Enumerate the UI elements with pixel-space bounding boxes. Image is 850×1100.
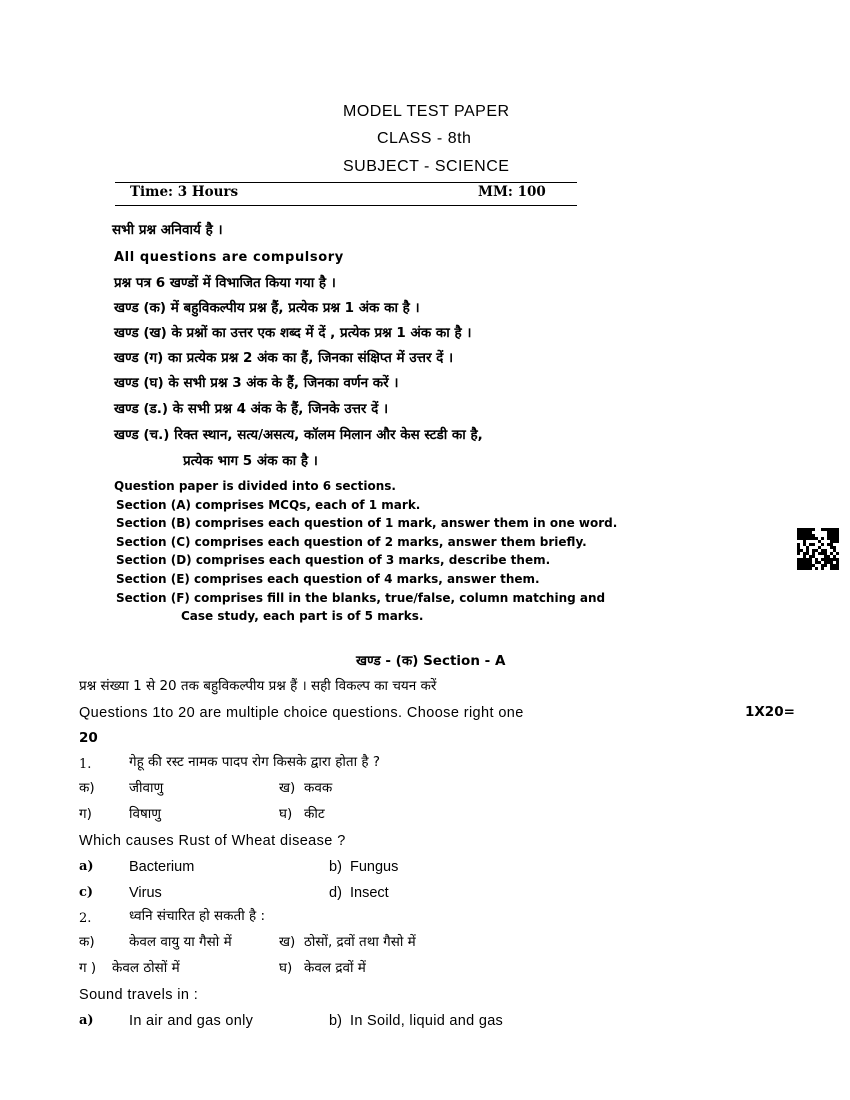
option-text: विषाणु — [129, 806, 162, 822]
option-text: केवल वायु या गैसो में — [129, 934, 232, 950]
instruction-en: Section (B) comprises each question of 1 mark, answer them in one word. — [116, 516, 618, 530]
section-heading: खण्ड - (क) Section - A — [356, 653, 506, 669]
option-label: a) — [79, 1013, 94, 1028]
option-text: Insect — [350, 885, 389, 901]
option-label: ख) — [279, 780, 296, 796]
instruction-hi: खण्ड (ख) के प्रश्नों का उत्तर एक शब्द में दें , प्रत्येक प्रश्न 1 अंक का है । — [114, 325, 472, 341]
instruction-en: Question paper is divided into 6 sections. — [114, 479, 396, 493]
option-text: ठोसों, द्रवों तथा गैसो में — [304, 934, 416, 950]
option-label: क) — [79, 780, 95, 796]
divider — [115, 205, 577, 206]
option-label: ग) — [79, 806, 92, 822]
instruction-hi: खण्ड (क) में बहुविकल्पीय प्रश्न हैं, प्रत्येक प्रश्न 1 अंक का है । — [114, 300, 420, 316]
option-label: d) — [329, 885, 342, 901]
option-label: a) — [79, 859, 94, 874]
max-marks: MM: 100 — [478, 184, 546, 200]
option-text: In Soild, liquid and gas — [350, 1013, 504, 1029]
option-label: घ) — [279, 960, 293, 976]
divider — [115, 182, 577, 183]
question-number: 1. — [79, 757, 92, 772]
instruction-hi: खण्ड (ड.) के सभी प्रश्न 4 अंक के हैं, जिनके उत्तर दें । — [114, 401, 389, 417]
class-label: CLASS - 8th — [377, 130, 472, 147]
subject-label: SUBJECT - SCIENCE — [343, 158, 510, 175]
option-text: कीट — [304, 806, 325, 822]
option-label: c) — [79, 885, 94, 900]
instruction-en: Section (E) comprises each question of 4 marks, answer them. — [116, 572, 540, 586]
instruction-hi: प्रश्न पत्र 6 खण्डों में विभाजित किया गया है । — [114, 275, 336, 291]
option-text: Virus — [129, 885, 162, 901]
option-text: In air and gas only — [129, 1013, 254, 1029]
instruction-hi: खण्ड (च.) रिक्त स्थान, सत्य/असत्य, कॉलम मिलान और केस स्टडी का है, — [114, 427, 483, 443]
instruction-hi: खण्ड (घ) के सभी प्रश्न 3 अंक के हैं, जिनका वर्णन करें । — [114, 375, 399, 391]
section-intro-hi: प्रश्न संख्या 1 से 20 तक बहुविकल्पीय प्रश्न हैं । सही विकल्प का चयन करें — [79, 678, 437, 694]
option-label: ख) — [279, 934, 296, 950]
time-label: Time: 3 Hours — [130, 184, 239, 200]
instruction-en: Section (F) comprises fill in the blanks, true/false, column matching and — [116, 591, 606, 605]
question-text-en: Sound travels in : — [79, 987, 199, 1003]
option-label: क) — [79, 934, 95, 950]
paper-title: MODEL TEST PAPER — [343, 103, 510, 120]
option-text: केवल ठोसों में — [112, 960, 180, 976]
option-label: घ) — [279, 806, 293, 822]
instruction-hi: प्रत्येक भाग 5 अंक का है । — [183, 453, 318, 469]
option-text: Fungus — [350, 859, 399, 875]
instruction-en: Section (D) comprises each question of 3 marks, describe them. — [116, 553, 551, 567]
instruction-en: Section (C) comprises each question of 2 marks, answer them briefly. — [116, 535, 587, 549]
section-marks: 1X20= — [745, 704, 795, 720]
question-text-en: Which causes Rust of Wheat disease ? — [79, 833, 346, 849]
instruction-hi: सभी प्रश्न अनिवार्य है । — [112, 222, 223, 238]
instruction-en: All questions are compulsory — [114, 250, 344, 265]
option-label: b) — [329, 1013, 342, 1029]
option-label: ग ) — [79, 960, 97, 976]
instruction-hi: खण्ड (ग) का प्रत्येक प्रश्न 2 अंक का हैं, जिनका संक्षिप्त में उत्तर दें । — [114, 350, 454, 366]
option-text: Bacterium — [129, 859, 195, 875]
option-text: कवक — [304, 780, 333, 796]
option-label: b) — [329, 859, 342, 875]
question-text-hi: गेहू की रस्ट नामक पादप रोग किसके द्वारा होता है ? — [129, 754, 380, 770]
instruction-en: Section (A) comprises MCQs, each of 1 mark. — [116, 498, 421, 512]
question-text-hi: ध्वनि संचारित हो सकती है : — [129, 908, 266, 924]
section-intro-en: Questions 1to 20 are multiple choice questions. Choose right one — [79, 705, 524, 721]
section-marks-cont: 20 — [79, 730, 98, 746]
instruction-en: Case study, each part is of 5 marks. — [181, 609, 424, 623]
qr-code-icon — [797, 528, 839, 570]
option-text: केवल द्रवों में — [304, 960, 366, 976]
option-text: जीवाणु — [129, 780, 164, 796]
question-number: 2. — [79, 911, 92, 926]
